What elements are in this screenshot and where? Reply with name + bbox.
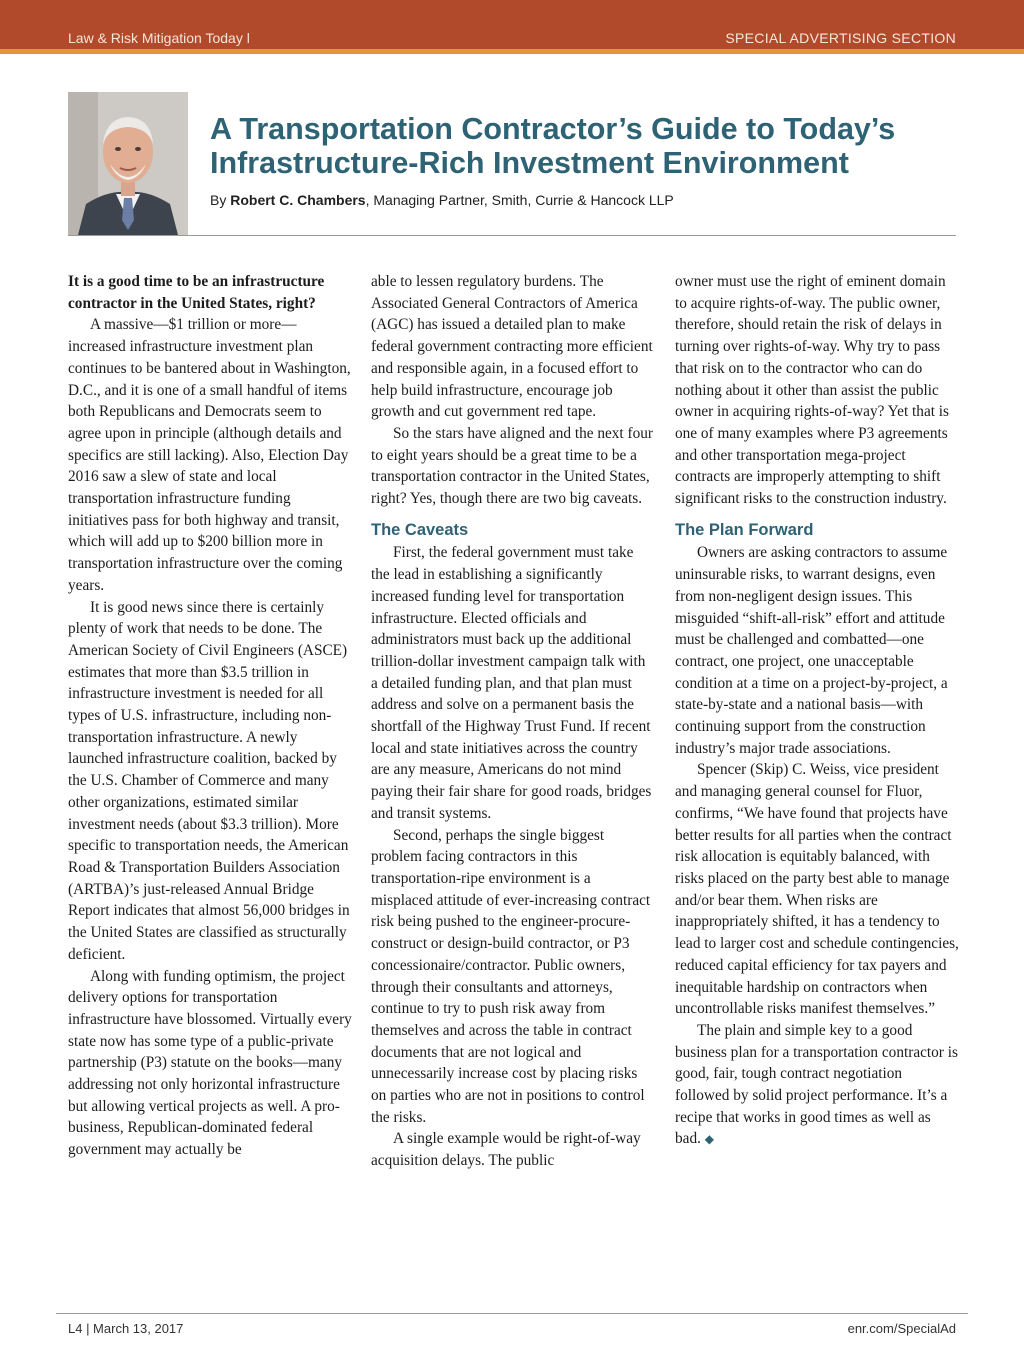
column-3 <box>675 271 959 1151</box>
paragraph: Spencer (Skip) C. Weiss, vice president and managing general counsel for Fluor, confirms, “We have found that projects have better results for all parties when the contract risk allocation is equitably balanced, with risks placed on the party best able to manage and/or bear them. When risks are inappropriately shifted, it has a tendency to lead to larger cost and schedule contingencies, reduced capital efficiency for tax payers and inequitable hardship on contractors when uncontrollable risks manifest themselves.” <box>675 761 959 1018</box>
paragraph: Owners are asking contractors to assume uninsurable risks, to warrant designs, even from non-negligent design issues. This misguided “shift-all-risk” effort and attitude must be challenged and combatted—one contract, one project, one unacceptable condition at a time on a project-by-project, a state-by-state and a national basis—with continuing support from the construction industry’s major trade associations. <box>675 544 948 757</box>
paragraph: Second, perhaps the single biggest problem facing contractors in this transportation-ripe environment is a misplaced attitude of ever-increasing contract risk being pushed to the engineer-procure-construct or design-build contractor, or P3 concessionaire/contractor. Public owners, through their consultants and attorneys, continue to try to push risk away from themselves and across the table in contract documents that are not logical and unnecessarily increase cost by placing risks on parties who are not in positions to control the risks. <box>371 826 651 1126</box>
header-divider <box>68 235 956 236</box>
author-photo <box>68 92 188 235</box>
byline-prefix: By <box>210 192 227 208</box>
paragraph: Along with funding optimism, the project delivery options for transportation infrastructure have blossomed. Virtually every state now has some type of a public-private partnership (P3) statute on the books—many addressing not only horizontal infrastructure but allowing vertical projects as well. A pro-business, Republican-dominated federal government may actually be <box>68 967 352 1159</box>
lead-paragraph: It is a good time to be an infrastructure contractor in the United States, right? <box>68 273 325 312</box>
author-name: Robert C. Chambers <box>230 192 366 208</box>
page-folio: L4 | March 13, 2017 <box>68 1321 184 1336</box>
author-role: , Managing Partner, Smith, Currie & Hancock LLP <box>365 192 674 208</box>
paragraph: owner must use the right of eminent domain to acquire rights-of-way. The public owner, therefore, should retain the risk of delays in turning over rights-of-way. Why try to pass that risk on to the contractor who can do nothing about it other than assist the public owner in acquiring rights-of-way? Yet that is one of many examples where P3 agreements and other transportation mega-project contracts are improperly attempting to shift significant risks to the construction industry. <box>675 273 950 508</box>
column-2 <box>371 271 655 1172</box>
footer-divider <box>56 1313 968 1314</box>
article-title <box>210 112 970 180</box>
paragraph: A massive—$1 trillion or more—increased infrastructure investment plan continues to be bantered about in Washington, D.C., and it is one of a small handful of items both Republicans and Democrats seem to agree upon in principle (although details and specifics are still lacking). Also, Election Day 2016 saw a slew of state and local transportation infrastructure funding initiatives pass for both highway and transit, which will add up to $200 billion more in transportation infrastructure over the coming years. <box>68 316 351 594</box>
byline <box>210 192 674 208</box>
paragraph: A single example would be right-of-way acquisition delays. The public <box>371 1130 641 1170</box>
subheading-plan-forward: The Plan Forward <box>675 520 814 539</box>
advertising-label: SPECIAL ADVERTISING SECTION <box>725 30 956 46</box>
closing-paragraph <box>675 1020 959 1151</box>
closing-text: The plain and simple key to a good business plan for a transportation contractor is good, fair, tough contract negotiation followed by solid project performance. It’s a recipe that works in good times as well as bad. <box>675 1021 958 1148</box>
paragraph: It is good news since there is certainly plenty of work that needs to be done. The American Society of Civil Engineers (ASCE) estimates that more than $3.5 trillion in infrastructure investment is needed for all types of U.S. infrastructure, including non-transportation infrastructure. A newly launched infrastructure coalition, backed by the U.S. Chamber of Commerce and many other organizations, estimated similar investment needs (about $3.3 trillion). More specific to transportation needs, the American Road & Transportation Builders Association (ARTBA)’s just-released Annual Bridge Report indicates that almost 56,000 bridges in the United States are classified as structurally deficient. <box>68 598 350 963</box>
column-1 <box>68 271 352 1161</box>
section-label: Law & Risk Mitigation Today l <box>68 30 250 46</box>
paragraph: First, the federal government must take the lead in establishing a significantly increased funding level for transportation infrastructure. Elected officials and administrators must back up the additional trillion-dollar investment campaign talk with a detailed funding plan, and that plan must address and solve on a permanent basis the shortfall of the Highway Trust Fund. If recent local and state initiatives across the country are any measure, Americans do not mind paying their fair share for good roads, bridges and transit systems. <box>371 544 652 822</box>
author-portrait-image <box>68 92 188 235</box>
title-line-2: Infrastructure-Rich Investment Environment <box>210 146 849 180</box>
subheading-caveats: The Caveats <box>371 520 469 539</box>
end-mark-icon: ◆ <box>704 1132 714 1147</box>
paragraph: So the stars have aligned and the next four to eight years should be a great time to be a transportation contractor in the United States, right? Yes, though there are two big caveats. <box>371 424 653 508</box>
header-bar <box>0 0 1024 54</box>
footer-url: enr.com/SpecialAd <box>847 1321 956 1336</box>
paragraph: able to lessen regulatory burdens. The Associated General Contractors of America (AGC) has issued a detailed plan to make federal government contracting more efficient and responsible again, in a focused effort to help build infrastructure, encourage job growth and cut government red tape. <box>371 273 653 421</box>
title-line-1: A Transportation Contractor’s Guide to Today’s <box>210 112 896 146</box>
